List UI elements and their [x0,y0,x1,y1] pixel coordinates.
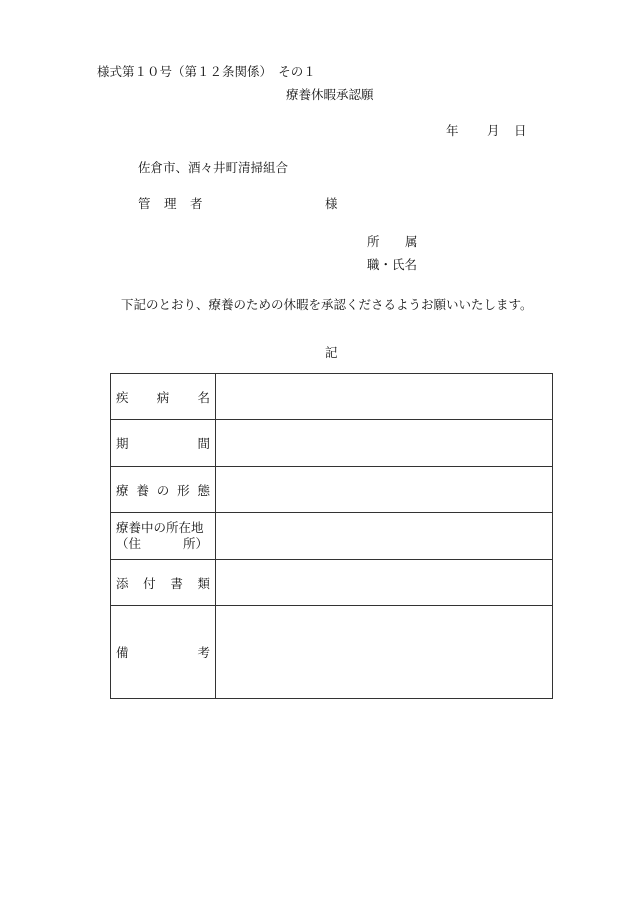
illness-label [111,374,216,420]
applicant-affiliation-label [367,236,418,249]
label-char: 療 [116,482,129,498]
form-number: 様式第１０号（第１２条関係） その１ [97,64,316,79]
table-row-location [111,513,553,560]
attachments-field[interactable] [216,560,553,606]
application-table [110,373,553,699]
form-label [111,467,216,513]
period-label [111,420,216,467]
label-char: の [156,482,170,498]
label-char: 付 [143,575,156,591]
label-char: 添 [116,575,129,591]
label-char: 疾 [116,389,129,405]
label-char: 所） [182,536,208,551]
label-char: 備 [116,645,129,660]
addressee-role [138,198,203,211]
illness-field[interactable] [216,374,553,420]
label-char: 態 [197,482,210,498]
label-char: 期 [116,436,129,451]
location-label [111,513,216,560]
date-year: 年 [446,123,459,138]
form-title: 療養休暇承認願 [286,87,374,102]
date-line [446,125,527,138]
label-char: 類 [197,575,210,591]
applicant-name-label: 職・氏名 [367,257,418,272]
role-char-1: 管 [138,196,151,211]
table-row-period [111,420,553,467]
addressee-organization: 佐倉市、酒々井町清掃組合 [138,160,289,175]
request-text: 下記のとおり、療養のための休暇を承認くださるようお願いいたします。 [121,297,533,312]
affiliation-char-2: 属 [405,234,418,249]
remarks-field[interactable] [216,606,553,699]
date-day: 日 [514,123,527,138]
label-char: 養 [136,482,149,498]
label-char: （住 [116,536,142,551]
table-row-remarks [111,606,553,699]
period-field[interactable] [216,420,553,467]
attachments-label [111,560,216,606]
label-char: 形 [177,482,190,498]
label-char: 考 [197,645,210,660]
label-char: 病 [156,389,170,405]
date-month: 月 [487,123,500,138]
label-char: 書 [170,575,183,591]
role-char-3: 者 [190,196,203,211]
addressee-honorific: 様 [325,196,338,211]
label-char: 名 [197,389,210,405]
ki-heading: 記 [325,345,338,360]
table-row-form [111,467,553,513]
label-char: 間 [197,436,210,451]
table-row-illness [111,374,553,420]
affiliation-char-1: 所 [367,234,380,249]
location-field[interactable] [216,513,553,560]
form-field[interactable] [216,467,553,513]
remarks-label [111,606,216,699]
role-char-2: 理 [164,196,177,211]
location-label-line1: 療養中の所在地 [116,519,204,535]
table-row-attachments [111,560,553,606]
